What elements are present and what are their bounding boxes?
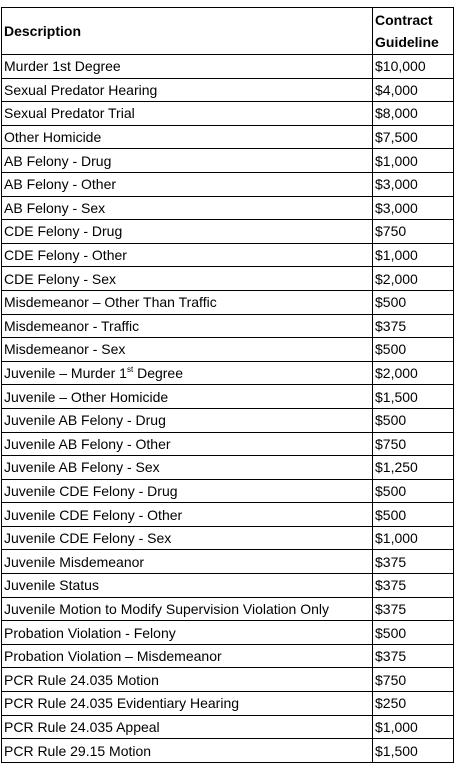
description-cell: PCR Rule 24.035 Appeal <box>2 715 373 739</box>
amount-cell: $1,500 <box>373 385 454 409</box>
amount-cell: $375 <box>373 644 454 668</box>
amount-cell: $375 <box>373 574 454 598</box>
table-row <box>2 597 454 621</box>
description-cell: CDE Felony - Other <box>2 243 373 267</box>
description-cell: Probation Violation – Misdemeanor <box>2 644 373 668</box>
amount-cell: $4,000 <box>373 78 454 102</box>
description-cell: AB Felony - Sex <box>2 196 373 220</box>
amount-cell: $1,250 <box>373 456 454 480</box>
description-cell: Juvenile Motion to Modify Supervision Violation Only <box>2 597 373 621</box>
table-row <box>2 102 454 126</box>
description-cell: Juvenile AB Felony - Drug <box>2 408 373 432</box>
table-row <box>2 243 454 267</box>
amount-cell: $8,000 <box>373 102 454 126</box>
description-cell: PCR Rule 24.035 Motion <box>2 668 373 692</box>
amount-cell: $750 <box>373 432 454 456</box>
table-row <box>2 621 454 645</box>
table-row <box>2 196 454 220</box>
amount-cell: $1,000 <box>373 526 454 550</box>
description-cell: Juvenile – Other Homicide <box>2 385 373 409</box>
description-cell: PCR Rule 29.15 Motion <box>2 739 373 763</box>
table-row <box>2 479 454 503</box>
description-cell: Juvenile Status <box>2 574 373 598</box>
table-row <box>2 644 454 668</box>
table-row <box>2 432 454 456</box>
table-row <box>2 574 454 598</box>
fee-table-container <box>1 7 454 763</box>
amount-cell: $3,000 <box>373 172 454 196</box>
table-row <box>2 314 454 338</box>
description-cell: CDE Felony - Drug <box>2 220 373 244</box>
amount-cell: $500 <box>373 479 454 503</box>
table-row <box>2 739 454 763</box>
amount-cell: $7,500 <box>373 125 454 149</box>
amount-cell: $500 <box>373 338 454 362</box>
table-row <box>2 668 454 692</box>
header-row <box>2 8 454 55</box>
description-cell: Juvenile Misdemeanor <box>2 550 373 574</box>
table-row <box>2 125 454 149</box>
description-text-rest: Degree <box>133 365 183 382</box>
table-row <box>2 361 454 385</box>
amount-cell: $375 <box>373 597 454 621</box>
amount-cell: $1,000 <box>373 149 454 173</box>
description-column-header: Description <box>2 8 373 55</box>
table-row <box>2 550 454 574</box>
description-cell: Misdemeanor – Other Than Traffic <box>2 290 373 314</box>
description-cell: Murder 1st Degree <box>2 55 373 79</box>
table-row <box>2 220 454 244</box>
amount-cell: $250 <box>373 692 454 716</box>
table-row <box>2 55 454 79</box>
table-row <box>2 338 454 362</box>
description-cell: Juvenile AB Felony - Other <box>2 432 373 456</box>
description-cell: Juvenile AB Felony - Sex <box>2 456 373 480</box>
description-cell <box>2 361 373 385</box>
table-row <box>2 408 454 432</box>
table-row <box>2 149 454 173</box>
contract-guideline-table <box>1 7 454 763</box>
table-row <box>2 456 454 480</box>
description-cell: CDE Felony - Sex <box>2 267 373 291</box>
description-text: Juvenile – Murder 1 <box>4 365 127 382</box>
table-row <box>2 290 454 314</box>
contract-guideline-header-line2: Guideline <box>375 34 439 50</box>
description-cell: Misdemeanor - Traffic <box>2 314 373 338</box>
amount-cell: $2,000 <box>373 361 454 385</box>
amount-cell: $375 <box>373 550 454 574</box>
table-row <box>2 715 454 739</box>
description-cell: AB Felony - Drug <box>2 149 373 173</box>
amount-cell: $10,000 <box>373 55 454 79</box>
description-cell: Sexual Predator Hearing <box>2 78 373 102</box>
amount-cell: $750 <box>373 220 454 244</box>
table-row <box>2 692 454 716</box>
amount-cell: $750 <box>373 668 454 692</box>
table-row <box>2 267 454 291</box>
table-row <box>2 172 454 196</box>
description-cell: Juvenile CDE Felony - Sex <box>2 526 373 550</box>
amount-cell: $1,000 <box>373 243 454 267</box>
table-row <box>2 78 454 102</box>
amount-cell: $500 <box>373 503 454 527</box>
description-cell: Juvenile CDE Felony - Other <box>2 503 373 527</box>
description-cell: Sexual Predator Trial <box>2 102 373 126</box>
table-body <box>2 55 454 763</box>
description-cell: Probation Violation - Felony <box>2 621 373 645</box>
table-row <box>2 503 454 527</box>
amount-cell: $500 <box>373 290 454 314</box>
description-cell: AB Felony - Other <box>2 172 373 196</box>
amount-cell: $1,000 <box>373 715 454 739</box>
amount-cell: $1,500 <box>373 739 454 763</box>
ordinal-suffix: st <box>126 365 134 375</box>
amount-cell: $3,000 <box>373 196 454 220</box>
contract-guideline-header-line1: Contract <box>375 12 433 28</box>
amount-cell: $500 <box>373 621 454 645</box>
amount-cell: $500 <box>373 408 454 432</box>
amount-cell: $375 <box>373 314 454 338</box>
description-cell: Juvenile CDE Felony - Drug <box>2 479 373 503</box>
description-cell: Misdemeanor - Sex <box>2 338 373 362</box>
table-row <box>2 526 454 550</box>
description-cell: PCR Rule 24.035 Evidentiary Hearing <box>2 692 373 716</box>
table-row <box>2 385 454 409</box>
table-header <box>2 8 454 55</box>
description-cell: Other Homicide <box>2 125 373 149</box>
contract-guideline-column-header <box>373 8 454 55</box>
amount-cell: $2,000 <box>373 267 454 291</box>
